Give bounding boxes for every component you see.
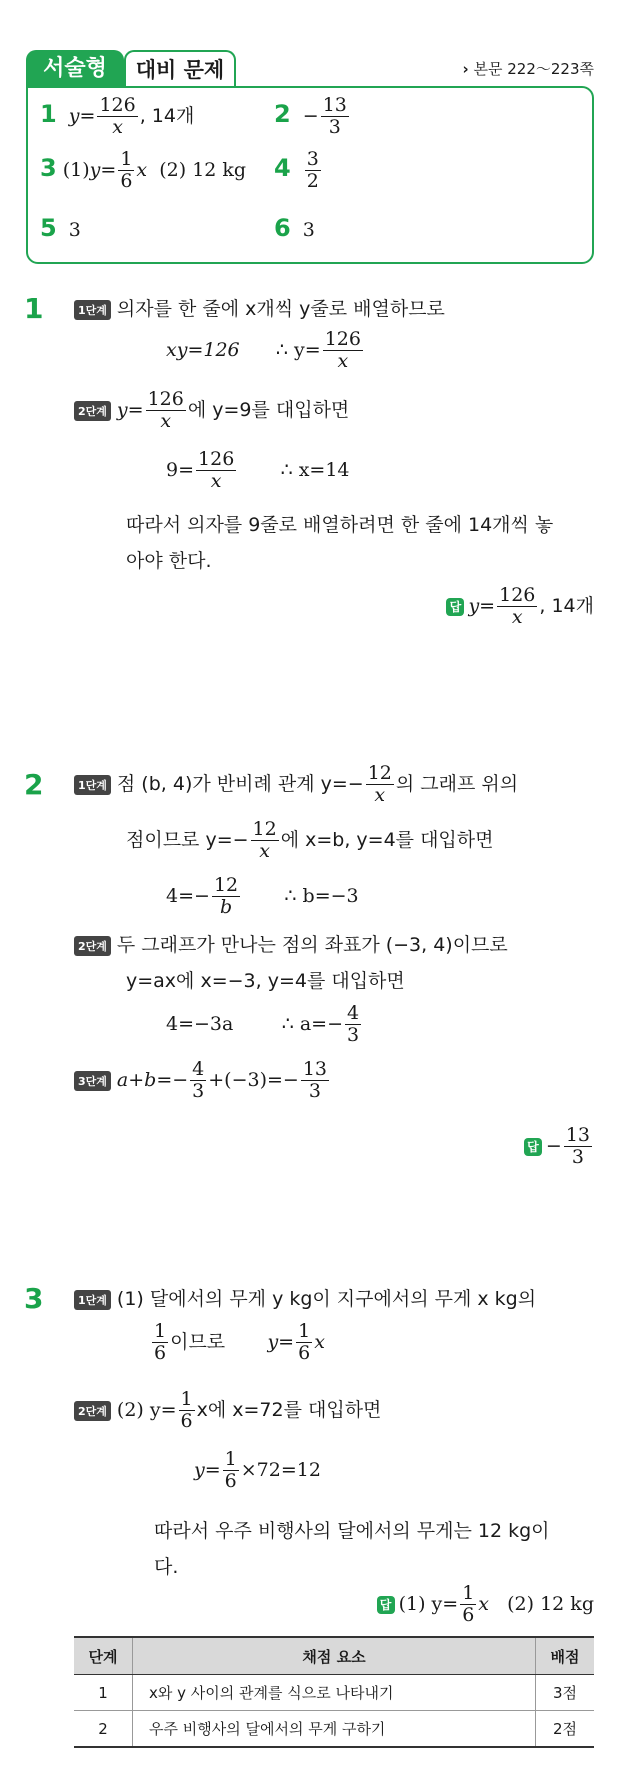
- solution-text: (1) 달에서의 무게 y kg이 지구에서의 무게 x kg의: [116, 1288, 537, 1310]
- problem-1-eq-2: [166, 450, 350, 492]
- step-badge: 1단계: [74, 300, 111, 320]
- answer-text: y=: [68, 104, 96, 127]
- step-badge: 1단계: [74, 775, 111, 795]
- denominator: 6: [298, 1341, 311, 1364]
- equation: ∴ a=−: [281, 1012, 343, 1035]
- problem-2-answer: [524, 1126, 594, 1168]
- problem-3-line-1: [74, 1284, 536, 1311]
- numerator: 12: [213, 874, 239, 896]
- numerator: 126: [324, 328, 361, 350]
- answer-number: 1: [40, 99, 57, 128]
- numerator: 4: [346, 1002, 360, 1024]
- equation: xy=126: [166, 338, 240, 361]
- fraction: [97, 96, 137, 138]
- scoring-table: [74, 1636, 594, 1748]
- denominator: x: [210, 469, 222, 492]
- fraction: [296, 1322, 312, 1364]
- fraction: [152, 1322, 168, 1364]
- numerator: 13: [322, 94, 347, 116]
- answer-number: 5: [40, 214, 57, 242]
- answer-1: [40, 96, 194, 138]
- fraction: [251, 820, 279, 862]
- header-step: 단계: [74, 1637, 133, 1675]
- equation: y=: [267, 1330, 295, 1353]
- equation: 4=−3a: [166, 1012, 234, 1035]
- denominator: b: [219, 895, 233, 918]
- answer-text: 3: [68, 219, 81, 241]
- answer-4: [274, 150, 323, 192]
- equation: 4=−: [166, 884, 210, 907]
- fraction: [179, 1390, 195, 1432]
- denominator: 6: [154, 1341, 167, 1364]
- denominator: 3: [346, 1023, 360, 1046]
- step-badge: 2단계: [74, 936, 111, 956]
- solution-text: 에 y=9를 대입하면: [187, 398, 350, 421]
- answer-text: (2) 12 kg: [159, 158, 247, 181]
- equation: 9=: [166, 458, 195, 481]
- cell-step: 2: [74, 1711, 133, 1748]
- denominator: x: [259, 839, 270, 862]
- denominator: 3: [571, 1145, 584, 1168]
- answer-text: y=: [89, 158, 117, 181]
- denominator: 3: [308, 1079, 321, 1102]
- fraction: [146, 390, 186, 432]
- denominator: 6: [462, 1603, 475, 1626]
- equation: x: [314, 1330, 325, 1353]
- numerator: 1: [462, 1582, 475, 1604]
- answer-number: 2: [274, 99, 291, 128]
- answer-5: [40, 214, 81, 242]
- fraction: [118, 150, 134, 192]
- denominator: x: [374, 783, 386, 806]
- answer-sign: −: [302, 104, 319, 127]
- equation: (2) y=: [116, 1398, 177, 1421]
- denominator: x: [511, 605, 523, 628]
- answer-2: [274, 96, 351, 138]
- denominator: 6: [120, 169, 133, 192]
- cell-criteria: 우주 비행사의 달에서의 무게 구하기: [133, 1711, 536, 1748]
- answer-badge: 답: [377, 1596, 395, 1614]
- cell-points: 2점: [536, 1711, 595, 1748]
- solution-text: 에 x=b, y=4를 대입하면: [280, 828, 494, 851]
- answer-text: (1) y=: [398, 1592, 459, 1615]
- fraction: [321, 96, 349, 138]
- answer-badge: 답: [524, 1138, 542, 1156]
- problem-3-line-3: [74, 1390, 381, 1432]
- problem-3-line-5: 다.: [154, 1556, 179, 1578]
- problem-2-line-5: [74, 1060, 331, 1102]
- denominator: 2: [306, 169, 319, 192]
- equation: ∴ b=−3: [284, 884, 359, 907]
- answer-6: [274, 214, 315, 242]
- problem-2-line-3: [74, 930, 508, 957]
- numerator: 1: [224, 1448, 237, 1470]
- fraction: [323, 330, 363, 372]
- equation: ×72=12: [240, 1458, 321, 1481]
- numerator: 1: [298, 1320, 311, 1342]
- fraction: [196, 450, 236, 492]
- answer-text: (2) 12 kg: [507, 1592, 594, 1615]
- problem-number: 2: [24, 768, 44, 801]
- denominator: 6: [224, 1469, 237, 1492]
- cell-criteria: x와 y 사이의 관계를 식으로 나타내기: [133, 1675, 536, 1711]
- problem-number: 3: [24, 1282, 44, 1315]
- equation: ∴ y=: [275, 338, 321, 361]
- cell-points: 3점: [536, 1675, 595, 1711]
- numerator: 4: [192, 1058, 205, 1080]
- solution-text: 의 그래프 위의: [395, 772, 519, 795]
- answer-number: 6: [274, 214, 291, 242]
- answer-sign: −: [545, 1134, 562, 1157]
- fraction: [497, 586, 537, 628]
- fraction: [345, 1004, 361, 1046]
- numerator: 13: [302, 1058, 328, 1080]
- table-row: [74, 1711, 594, 1748]
- denominator: 6: [180, 1409, 193, 1432]
- numerator: 126: [147, 388, 184, 410]
- answer-text: x: [478, 1592, 490, 1615]
- solution-text: 점 (b, 4)가 반비례 관계 y=−: [116, 772, 364, 795]
- equation: y=: [194, 1458, 221, 1481]
- numerator: 12: [252, 818, 277, 840]
- problem-3-line-4: 따라서 우주 비행사의 달에서의 무게는 12 kg이: [154, 1520, 550, 1542]
- solution-text: 두 그래프가 만나는 점의 좌표가 (−3, 4)이므로: [116, 934, 508, 956]
- numerator: 126: [99, 94, 136, 116]
- answer-text: 3: [302, 219, 315, 241]
- problem-number: 1: [24, 292, 44, 325]
- section-tab-main: 서술형: [26, 50, 124, 88]
- numerator: 126: [499, 584, 536, 606]
- numerator: 126: [198, 448, 235, 470]
- step-badge: 1단계: [74, 1290, 111, 1310]
- numerator: 12: [367, 762, 392, 784]
- numerator: 1: [180, 1388, 193, 1410]
- fraction: [301, 1060, 329, 1102]
- fraction: [223, 1450, 239, 1492]
- header-points: 배점: [536, 1637, 595, 1675]
- equation: y=: [116, 398, 144, 421]
- table-row: [74, 1675, 594, 1711]
- equation: a+b=−: [116, 1068, 189, 1091]
- problem-2-eq-1: [166, 876, 359, 918]
- problem-3-eq-1: [194, 1450, 321, 1492]
- header-criteria: 채점 요소: [133, 1637, 536, 1675]
- solution-text: x에 x=72를 대입하면: [196, 1398, 382, 1421]
- answer-text: y=: [468, 594, 496, 617]
- fraction: [460, 1584, 476, 1626]
- numerator: 13: [565, 1124, 590, 1146]
- fraction: [212, 876, 240, 918]
- solution-text: 점이므로 y=−: [126, 828, 249, 851]
- equation: +(−3)=−: [208, 1068, 299, 1091]
- problem-1-answer: [446, 586, 594, 628]
- page-reference-text: 본문 222～223쪽: [473, 60, 594, 78]
- section-tab-sub: 대비 문제: [124, 50, 236, 88]
- problem-1-line-2: [74, 390, 349, 432]
- fraction: [564, 1126, 592, 1168]
- denominator: 3: [328, 115, 341, 138]
- numerator: 1: [120, 148, 133, 170]
- problem-3-line-2: [150, 1322, 325, 1364]
- answer-number: 3: [40, 153, 57, 182]
- cell-step: 1: [74, 1675, 133, 1711]
- problem-2-line-4: y=ax에 x=−3, y=4를 대입하면: [126, 970, 405, 992]
- chevron-right-icon: ›: [462, 60, 469, 78]
- denominator: x: [112, 115, 123, 138]
- solution-text: 의자를 한 줄에 x개씩 y줄로 배열하므로: [116, 298, 445, 320]
- problem-3-answer: [377, 1584, 594, 1626]
- denominator: x: [160, 409, 172, 432]
- answer-text: , 14개: [539, 594, 594, 617]
- denominator: x: [337, 349, 349, 372]
- step-badge: 3단계: [74, 1071, 111, 1091]
- answer-3: [40, 150, 246, 192]
- answer-badge: 답: [446, 598, 464, 616]
- problem-2-eq-2: [166, 1004, 363, 1046]
- table-header-row: [74, 1637, 594, 1675]
- fraction: [190, 1060, 206, 1102]
- numerator: 3: [306, 148, 319, 170]
- fraction: [366, 764, 394, 806]
- answer-number: 4: [274, 153, 291, 182]
- equation: ∴ x=14: [280, 458, 350, 481]
- problem-1-line-1: [74, 294, 445, 321]
- step-badge: 2단계: [74, 1401, 111, 1421]
- page-reference: [463, 58, 594, 79]
- problem-1-line-3: 따라서 의자를 9줄로 배열하려면 한 줄에 14개씩 놓: [126, 514, 554, 536]
- numerator: 1: [154, 1320, 167, 1342]
- answer-text: , 14개: [139, 104, 195, 127]
- step-badge: 2단계: [74, 401, 111, 421]
- solution-text: 이므로: [170, 1330, 226, 1353]
- problem-1-eq-1: [166, 330, 365, 372]
- problem-1-line-4: 아야 한다.: [126, 550, 212, 572]
- answer-text: (1): [62, 158, 90, 181]
- answer-text: x: [136, 158, 148, 181]
- problem-2-line-2: [126, 820, 494, 862]
- denominator: 3: [192, 1079, 205, 1102]
- fraction: [305, 150, 321, 192]
- problem-2-line-1: [74, 764, 518, 806]
